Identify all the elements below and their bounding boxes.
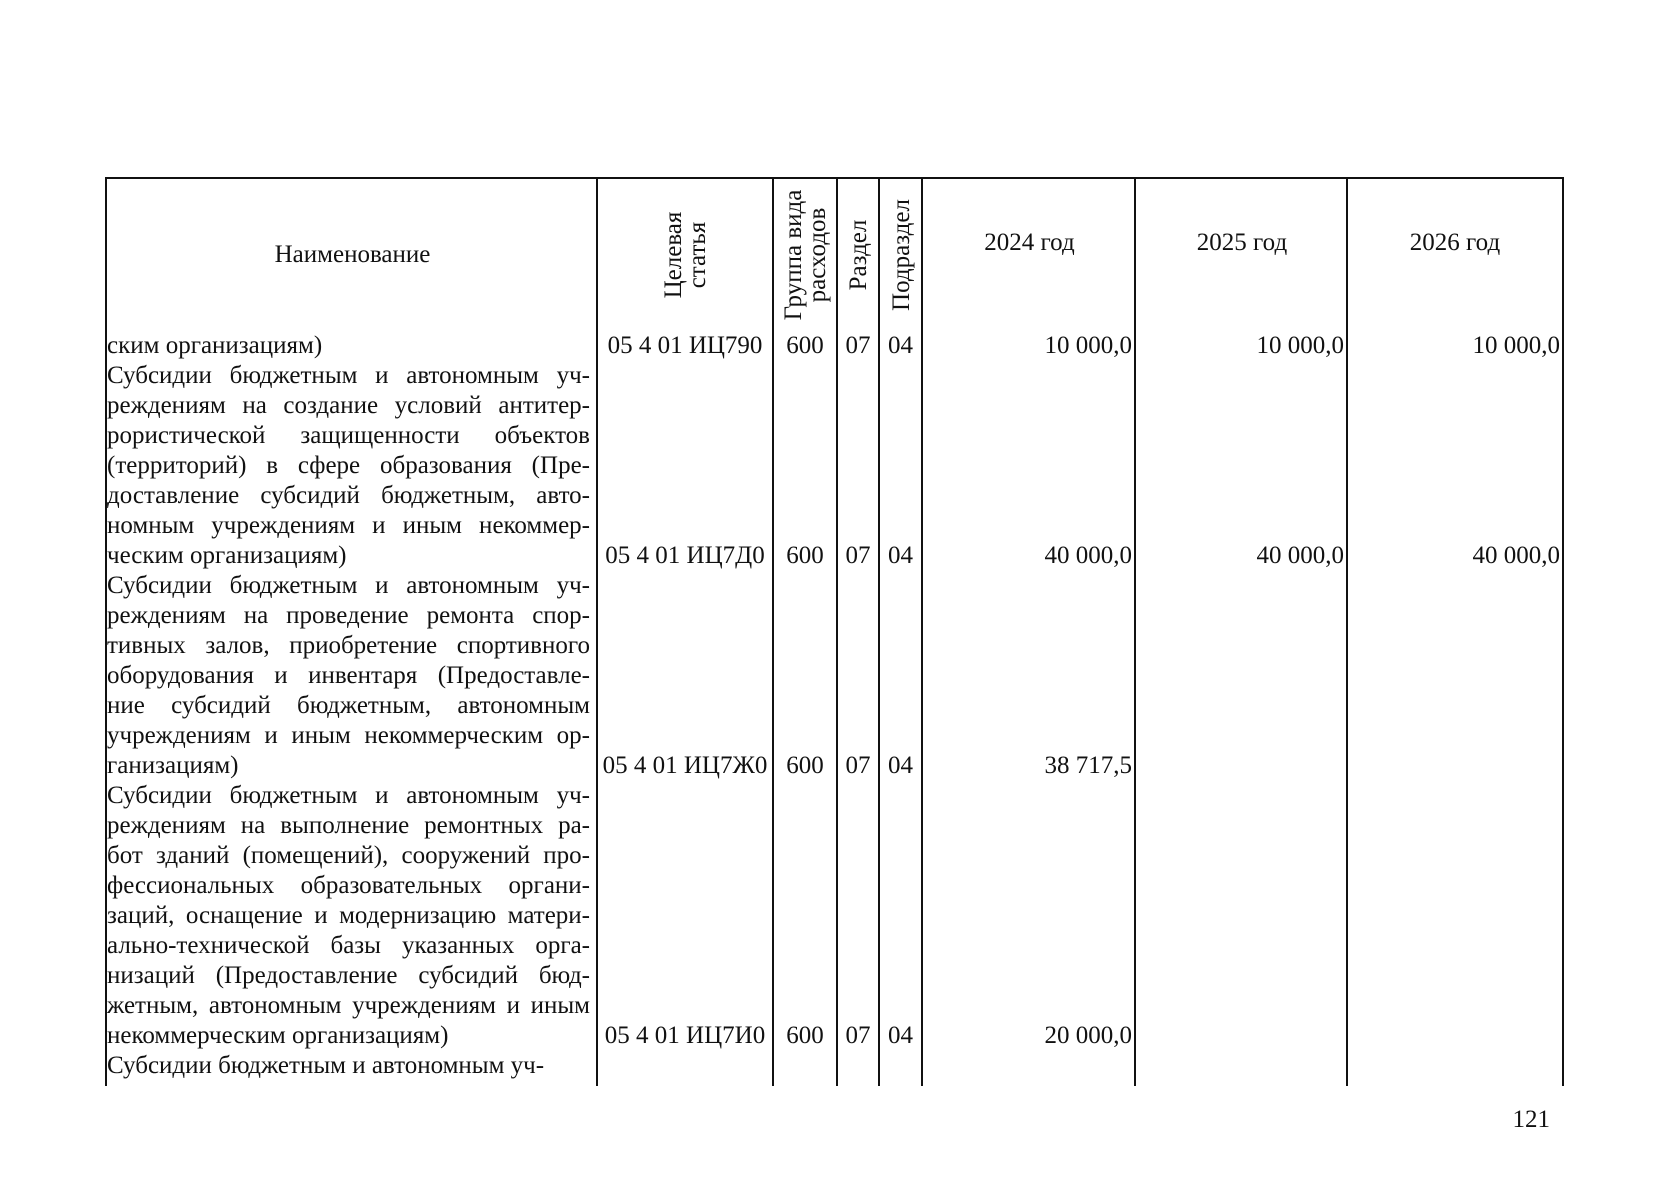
- name-line: ние субсидий бюджетным, автономным: [107, 692, 590, 719]
- name-line: доставление субсидий бюджетным, авто-: [107, 482, 590, 509]
- row-3-section: 07: [845, 752, 871, 779]
- name-line: (территорий) в сфере образования (Пре-: [107, 452, 590, 479]
- header-year-2024-label: 2024 год: [984, 229, 1075, 256]
- row-1-2024: 10 000,0: [1044, 332, 1132, 359]
- header-year-2024: [921, 177, 1136, 330]
- header-section: [836, 177, 880, 330]
- header-subsection: [878, 177, 923, 330]
- row-1-subsection: 04: [888, 332, 913, 359]
- row-2-group: 600: [786, 542, 824, 569]
- name-line: ганизациям): [107, 752, 239, 779]
- body-col-section: [836, 328, 880, 1086]
- header-year-2026-label: 2026 год: [1409, 229, 1501, 256]
- body-col-subsection: [878, 328, 923, 1086]
- name-line: рористической защищенности объектов: [107, 422, 590, 449]
- row-2-code: 05 4 01 ИЦ7Д0: [605, 542, 765, 569]
- name-line: заций, оснащение и модернизацию матери-: [107, 902, 590, 929]
- page-number: 121: [1512, 1106, 1550, 1133]
- row-3-code: 05 4 01 ИЦ7Ж0: [602, 752, 768, 779]
- header-expense-group: [772, 177, 838, 330]
- header-name: [105, 177, 598, 330]
- header-target-article: [596, 177, 774, 330]
- row-1-section: 07: [845, 332, 871, 359]
- name-line: тивных залов, приобретение спортивного: [107, 632, 590, 659]
- row-2-section: 07: [845, 542, 871, 569]
- name-line: реждениям на создание условий антитер-: [107, 392, 590, 419]
- row-3-2024: 38 717,5: [1044, 752, 1132, 779]
- name-line: Субсидии бюджетным и автономным уч-: [107, 572, 590, 599]
- body-col-2025: [1134, 328, 1348, 1086]
- row-4-section: 07: [845, 1022, 871, 1049]
- name-line: учреждениям и иным некоммерческим ор-: [107, 722, 590, 749]
- row-2-2025: 40 000,0: [1256, 542, 1344, 569]
- header-name-label: Наименование: [274, 241, 431, 268]
- header-year-2026: [1346, 177, 1564, 330]
- body-col-code: [596, 328, 774, 1086]
- row-2-subsection: 04: [888, 542, 913, 569]
- row-4-subsection: 04: [888, 1022, 913, 1049]
- name-line: ским организациям): [107, 332, 323, 359]
- row-1-code: 05 4 01 ИЦ790: [607, 332, 763, 359]
- name-line: оборудования и инвентаря (Предоставле-: [107, 662, 590, 689]
- row-2-2024: 40 000,0: [1044, 542, 1132, 569]
- name-line: Субсидии бюджетным и автономным уч-: [107, 782, 590, 809]
- row-1-2026: 10 000,0: [1472, 332, 1560, 359]
- name-line: бот зданий (помещений), сооружений про-: [107, 842, 590, 869]
- name-line: ально-технической базы указанных орга-: [107, 932, 590, 959]
- name-line: реждениям на проведение ремонта спор-: [107, 602, 590, 629]
- name-line: некоммерческим организациям): [107, 1022, 449, 1049]
- row-3-group: 600: [786, 752, 824, 779]
- header-expense-group-label: Группа вида расходов: [780, 189, 831, 320]
- name-line: Субсидии бюджетным и автономным уч-: [107, 1052, 545, 1079]
- header-year-2025: [1134, 177, 1348, 330]
- row-3-subsection: 04: [888, 752, 913, 779]
- row-2-2026: 40 000,0: [1472, 542, 1560, 569]
- header-subsection-label: Подраздел: [887, 198, 915, 311]
- header-section-label: Раздел: [845, 219, 872, 290]
- header-target-article-label: Целевая статья: [660, 211, 711, 298]
- row-4-2024: 20 000,0: [1044, 1022, 1132, 1049]
- body-col-group: [772, 328, 838, 1086]
- row-1-group: 600: [786, 332, 824, 359]
- header-year-2025-label: 2025 год: [1196, 229, 1288, 256]
- name-line: номным учреждениям и иным некоммер-: [107, 512, 590, 539]
- name-line: Субсидии бюджетным и автономным уч-: [107, 362, 590, 389]
- name-line: реждениям на выполнение ремонтных ра-: [107, 812, 590, 839]
- body-col-2026: [1346, 328, 1564, 1086]
- row-1-2025: 10 000,0: [1256, 332, 1344, 359]
- name-line: ческим организациям): [107, 542, 347, 569]
- name-line: низаций (Предоставление субсидий бюд-: [107, 962, 590, 989]
- name-line: фессиональных образовательных органи-: [107, 872, 590, 899]
- row-4-group: 600: [786, 1022, 824, 1049]
- body-col-2024: [921, 328, 1136, 1086]
- row-4-code: 05 4 01 ИЦ7И0: [604, 1022, 766, 1049]
- name-line: жетным, автономным учреждениям и иным: [107, 992, 590, 1019]
